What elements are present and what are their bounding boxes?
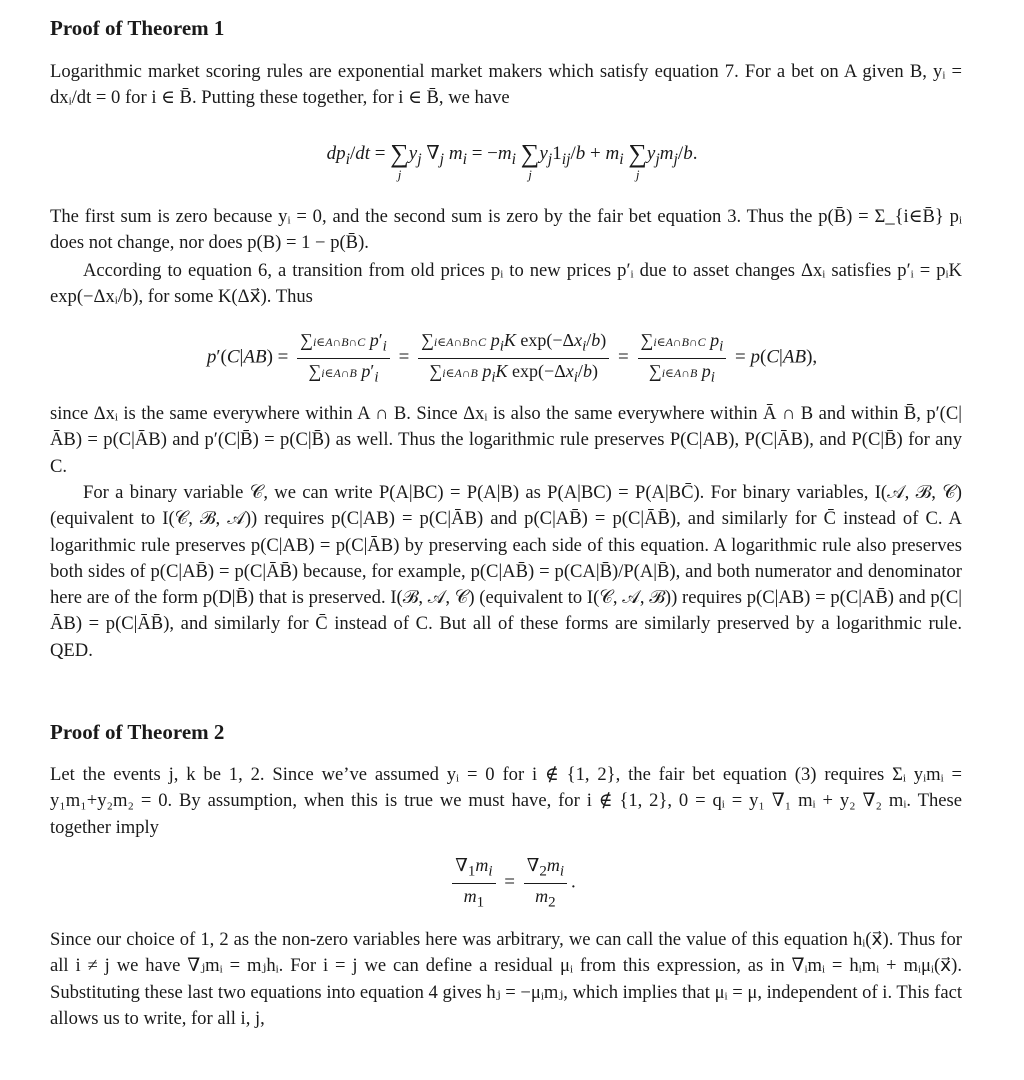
paragraph: The first sum is zero because yᵢ = 0, and the second sum is zero by the fair bet equation 3. Thus the p(B̄) = Σ_{i∈B̄} pᵢ does not change, nor does p(B) = 1 − p(B̄).	[50, 206, 962, 254]
equation-2: p′(C|AB) = $\frac{\sum i\in A\cap B\cap C p'_i}{\sum i\in A\cap B p'_i}$ = $\frac{\sum i\in A\cap B\cap C p_iK \exp(-\Delta x_i/b)}{\sum i\in A\cap B p_iK \exp(-\Delta x_i/b)}$ = $\frac{\sum i\in A\cap B\cap C p_i}{\sum i\in A\cap B p_i}$ = p(C|AB),	[206, 330, 818, 386]
paragraph: Since our choice of 1, 2 as the non-zero variables here was arbitrary, we can call the value of this equation hᵢ(x⃗). Thus for all i ≠ j we have ∇ⱼmᵢ = mⱼhᵢ. For i = j we can define a residual μᵢ from this expression, as in ∇ᵢmᵢ = hᵢmᵢ + mᵢμᵢ(x⃗). Substituting these last two equations into equation 4 gives hⱼ = −μᵢmⱼ, which implies that μᵢ = μ, independent of i. This fact allows us to write, for all i, j,	[50, 929, 962, 1029]
paragraph: According to equation 6, a transition from old prices pᵢ to new prices p′ᵢ due to asset changes Δxᵢ satisfies p′ᵢ = pᵢK exp(−Δxᵢ/b), for some K(Δx⃗). Thus	[50, 260, 962, 308]
paragraph: For a binary variable 𝒞, we can write P(A|BC) = P(A|B) as P(A|BC) = P(A|BC̄). For binary variables, I(𝒜, ℬ, 𝒞) (equivalent to I(𝒞, ℬ, 𝒜)) requires p(C|AB) = p(C|ĀB) and p(C|AB̄) = p(C|ĀB̄), and similarly for C̄ instead of C. A logarithmic rule preserves p(C|AB) = p(C|ĀB) by preserving each side of this equation. A logarithmic rule also preserves both sides of p(C|AB̄) = p(C|ĀB̄) because, for example, p(C|AB̄) = p(CA|B̄)/P(A|B̄), and both numerator and denominator here are of the form p(D|B̄) that is preserved. I(ℬ, 𝒜, 𝒞) (equivalent to I(𝒞, 𝒜, ℬ)) requires p(C|AB) = p(C|AB̄) and p(C|ĀB) = p(C|ĀB̄), and similarly for C̄ instead of C. But all of these forms are similarly preserved by a logarithmic rule. QED.	[50, 482, 962, 661]
section-heading-theorem-2: Proof of Theorem 2	[50, 720, 225, 744]
paragraph: Let the events j, k be 1, 2. Since we’ve assumed yᵢ = 0 for i ∉ {1, 2}, the fair bet equation (3) requires Σᵢ yᵢmᵢ = y₁m₁+y₂m₂ = 0. By assumption, when this is true we must have, for i ∉ {1, 2}, 0 = qᵢ = y₁ ∇₁ mᵢ + y₂ ∇₂ mᵢ. These together imply	[50, 764, 962, 838]
equation-3: $\frac{\nabla_1m_i}{m_1}$ = $\frac{\nabla_2m_i}{m_2}$ .	[0, 855, 1024, 911]
paragraph: Logarithmic market scoring rules are exponential market makers which satisfy equation 7. For a bet on A given B, yᵢ = dxᵢ/dt = 0 for i ∈ B̄. Putting these together, for i ∈ B̄, we have	[50, 61, 962, 109]
paragraph: since Δxᵢ is the same everywhere within A ∩ B. Since Δxᵢ is also the same everywhere within Ā ∩ B and within B̄, p′(C|ĀB) = p(C|ĀB) and p′(C|B̄) = p(C|B̄) as well. Thus the logarithmic rule preserves P(C|AB), P(C|ĀB), and P(C|B̄) for any C.	[50, 403, 962, 477]
section-heading-theorem-1: Proof of Theorem 1	[50, 16, 225, 40]
equation-1: $dp_i/dt$ = ∑ j $y_j$ $\nabla_j$ $m_i = -m_i$ ∑ j $y_j1_{ij}/b + m_i$ ∑ j $y_jm_j/b$.	[326, 139, 698, 182]
